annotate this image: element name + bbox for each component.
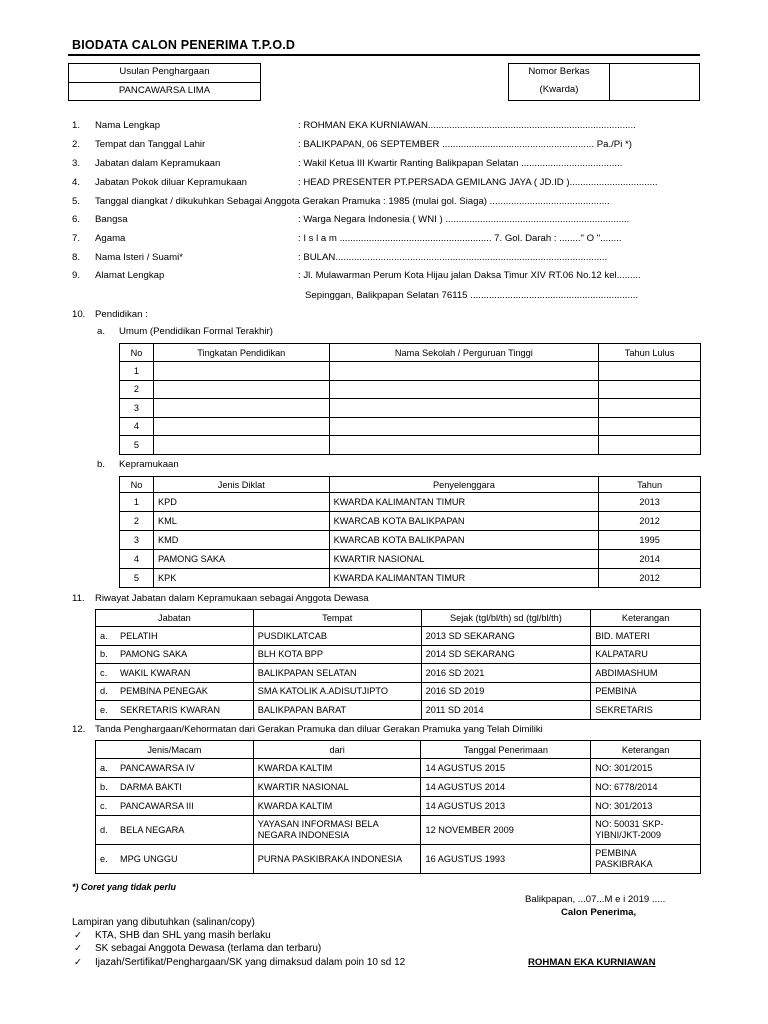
table-row: c. WAKIL KWARAN BALIKPAPAN SELATAN 2016 SD 2021 ABDIMASHUM <box>96 664 701 683</box>
nomor-berkas-value: (Kwarda) <box>539 84 579 95</box>
field-value-alamat-2: Sepinggan, Balikpapan Selatan 76115 ............................................................... <box>305 290 639 301</box>
nomor-berkas-header: Nomor Berkas <box>528 66 590 77</box>
table-row: 3 <box>120 399 701 418</box>
table-header-row: No Tingkatan Pendidikan Nama Sekolah / Perguruan Tinggi Tahun Lulus <box>120 344 701 362</box>
checkmark-icon: ✓ <box>74 957 83 968</box>
checkmark-icon: ✓ <box>74 930 83 941</box>
usulan-divider <box>69 82 260 83</box>
field-value-ttl: : BALIKPAPAN, 06 SEPTEMBER ......................................................... Pa./Pi *) <box>298 139 632 150</box>
biodata-form-page: BIODATA CALON PENERIMA T.P.O.D Usulan Penghargaan PANCAWARSA LIMA Nomor Berkas (Kwarda) 1. Nama Lengkap : ROHMAN EKA KURNIAWAN.............................................................................. 2. Tempat dan Tanggal Lahir : BALIKPAPAN, 06 SEPTEMBER ......................................................... Pa./Pi *) 3. Jabatan dalam Kepramukaan : Wakil Ketua III Kwartir Ranting Balikpapan Selatan ...................................... 4. Jabatan Pokok diluar Kepramukaan : HEAD PRESENTER PT.PERSADA GEMILANG JAYA ( JD.ID )................................. 5. Tanggal diangkat / dikukuhkan Sebagai Anggota Gerakan Pramuka : 1985 (mulai gol. Siaga) ............................................. 6. Bangsa : Warga Negara Indonesia ( WNI ) ..................................................................... 7. Agama : I s l a m ......................................................... 7. Gol. Darah : ........" O "........ 8. Nama Isteri / Suami* : BULAN...................................................................................................... 9. Alamat Lengkap : Jl. Mulawarman Perum Kota Hijau jalan Daksa Timur XIV RT.06 No.12 kel......... Sepinggan, Balikpapan Selatan 76115 ............................................................... 10. Pendidikan : a. Umum (Pendidikan Formal Terakhir) No Tingkatan Pendidikan Nama Sekolah / Perguruan Tinggi Tahun Lulus 1 2 3 4 5 b. Kepramukaan No Jenis Diklat Penyelenggara Tahun 1 KPD KWARDA KALIMANTAN TIMUR 2013 2 KML KWARCAB KOTA BALIKPAPAN 2012 3 KMD KWARCAB KOTA BALIKPAPAN 1995 4 PAMONG SAKA KWARTIR NASIONAL 2014 5 KPK KWARDA KALIMANTAN TIMUR 2012 11. Riwayat Jabatan dalam Kepramukaan sebagai Anggota Dewasa Jabatan Tempat Sejak (tgl/bl/th) sd (tgl/bl/th) Keterangan a. PELATIH PUSDIKLATCAB 2013 SD SEKARANG BID. MATERI b. PAMONG SAKA BLH KOTA BPP 2014 SD SEKARANG KALPATARU c. WAKIL KWARAN BALIKPAPAN SELATAN 2016 SD 2021 ABDIMASHUM d. PEMBINA PENEGAK SMA KATOLIK A.ADISUTJIPTO 2016 SD 2019 PEMBINA e. SEKRETARIS KWARAN BALIKPAPAN BARAT 2011 SD 2014 SEKRETARIS 12. Tanda Penghargaan/Kehormatan dari Gerakan Pramuka dan diluar Gerakan Pramuka yang Telah Dimiliki Jenis/Macam dari Tanggal Penerimaan Keterangan a. PANCAWARSA IV KWARDA KALTIM 14 AGUSTUS 2015 NO: 301/2015 b. DARMA BAKTI KWARTIR NASIONAL 14 AGUSTUS 2014 NO: 6778/2014 c. PANCAWARSA III KWARDA KALTIM 14 AGUSTUS 2013 NO: 301/2013 d. BELA NEGARA YAYASAN INFORMASI BELA NEGARA INDONESIA 12 NOVEMBER 2009 NO: 50031 SKP-YIBNI/JKT-2009 e. MPG UNGGU PURNA PASKIBRAKA INDONESIA 16 AGUSTUS 1993 PEMBINA PASKIBRAKA *) Coret yang tidak perlu Balikpapan, ...07...M e i 2019 ..... Calon Penerima, ROHMAN EKA KURNIAWAN Lampiran yang dibutuhkan (salinan/copy) ✓ KTA, SHB dan SHL yang masih berlaku ✓ SK sebagai Anggota Dewasa (terlama dan terbaru) ✓ Ijazah/Sertifikat/Penghargaan/SK yang dimaksud dalam poin 10 sd 12 <box>0 0 768 1024</box>
kepramukaan-table <box>119 476 701 588</box>
nomor-berkas-box <box>508 63 700 101</box>
field-value-agama: : I s l a m ......................................................... 7. Gol. Darah : ........" O "........ <box>298 233 622 244</box>
table-row: 1 KPD KWARDA KALIMANTAN TIMUR 2013 <box>120 493 701 512</box>
table-row: 4 <box>120 417 701 436</box>
footnote: *) Coret yang tidak perlu <box>72 882 177 892</box>
signature-place-date: Balikpapan, ...07...M e i 2019 ..... <box>525 894 666 905</box>
table-row: e. SEKRETARIS KWARAN BALIKPAPAN BARAT 2011 SD 2014 SEKRETARIS <box>96 701 701 720</box>
field-value-pasangan: : BULAN...................................................................................................... <box>298 252 608 263</box>
table-header-row: No Jenis Diklat Penyelenggara Tahun <box>120 477 701 493</box>
table-row: d. PEMBINA PENEGAK SMA KATOLIK A.ADISUTJIPTO 2016 SD 2019 PEMBINA <box>96 682 701 701</box>
field-value-jabatan: : Wakil Ketua III Kwartir Ranting Balikpapan Selatan ...................................... <box>298 158 623 169</box>
table-row: 2 <box>120 380 701 399</box>
field-value-nama: : ROHMAN EKA KURNIAWAN.............................................................................. <box>298 120 636 131</box>
field-value-alamat: : Jl. Mulawarman Perum Kota Hijau jalan Daksa Timur XIV RT.06 No.12 kel......... <box>298 270 641 281</box>
signature-name: ROHMAN EKA KURNIAWAN <box>528 957 656 968</box>
usulan-value: PANCAWARSA LIMA <box>118 85 211 96</box>
table-row: b. DARMA BAKTI KWARTIR NASIONAL 14 AGUSTUS 2014 NO: 6778/2014 <box>96 778 701 797</box>
table-header-row: Jabatan Tempat Sejak (tgl/bl/th) sd (tgl/bl/th) Keterangan <box>96 610 701 627</box>
table-row: b. PAMONG SAKA BLH KOTA BPP 2014 SD SEKARANG KALPATARU <box>96 645 701 664</box>
usulan-box <box>68 63 261 101</box>
field-value-bangsa: : Warga Negara Indonesia ( WNI ) ..................................................................... <box>298 214 630 225</box>
table-row: a. PELATIH PUSDIKLATCAB 2013 SD SEKARANG BID. MATERI <box>96 627 701 646</box>
table-header-row: Jenis/Macam dari Tanggal Penerimaan Keterangan <box>96 741 701 759</box>
title-underline <box>68 54 700 56</box>
checkmark-icon: ✓ <box>74 943 83 954</box>
penghargaan-table <box>95 740 701 874</box>
table-row: 5 <box>120 436 701 455</box>
table-row: a. PANCAWARSA IV KWARDA KALTIM 14 AGUSTUS 2015 NO: 301/2015 <box>96 759 701 778</box>
lampiran-title: Lampiran yang dibutuhkan (salinan/copy) <box>72 917 255 928</box>
table-row: 1 <box>120 362 701 381</box>
table-row: e. MPG UNGGU PURNA PASKIBRAKA INDONESIA 16 AGUSTUS 1993 PEMBINA PASKIBRAKA <box>96 845 701 874</box>
nomor-berkas-separator <box>609 64 610 100</box>
table-row: 2 KML KWARCAB KOTA BALIKPAPAN 2012 <box>120 512 701 531</box>
page-title: BIODATA CALON PENERIMA T.P.O.D <box>72 38 296 52</box>
table-row: 5 KPK KWARDA KALIMANTAN TIMUR 2012 <box>120 569 701 588</box>
signature-role: Calon Penerima, <box>561 907 637 918</box>
pendidikan-umum-table <box>119 343 701 455</box>
field-value-jabatan-pokok: : HEAD PRESENTER PT.PERSADA GEMILANG JAYA ( JD.ID )................................. <box>298 177 658 188</box>
riwayat-jabatan-table <box>95 609 701 720</box>
table-row: 4 PAMONG SAKA KWARTIR NASIONAL 2014 <box>120 550 701 569</box>
table-row: c. PANCAWARSA III KWARDA KALTIM 14 AGUSTUS 2013 NO: 301/2013 <box>96 797 701 816</box>
usulan-header: Usulan Penghargaan <box>119 66 210 77</box>
table-row: 3 KMD KWARCAB KOTA BALIKPAPAN 1995 <box>120 531 701 550</box>
table-row: d. BELA NEGARA YAYASAN INFORMASI BELA NEGARA INDONESIA 12 NOVEMBER 2009 NO: 50031 SKP-YIBNI/JKT-2009 <box>96 816 701 845</box>
